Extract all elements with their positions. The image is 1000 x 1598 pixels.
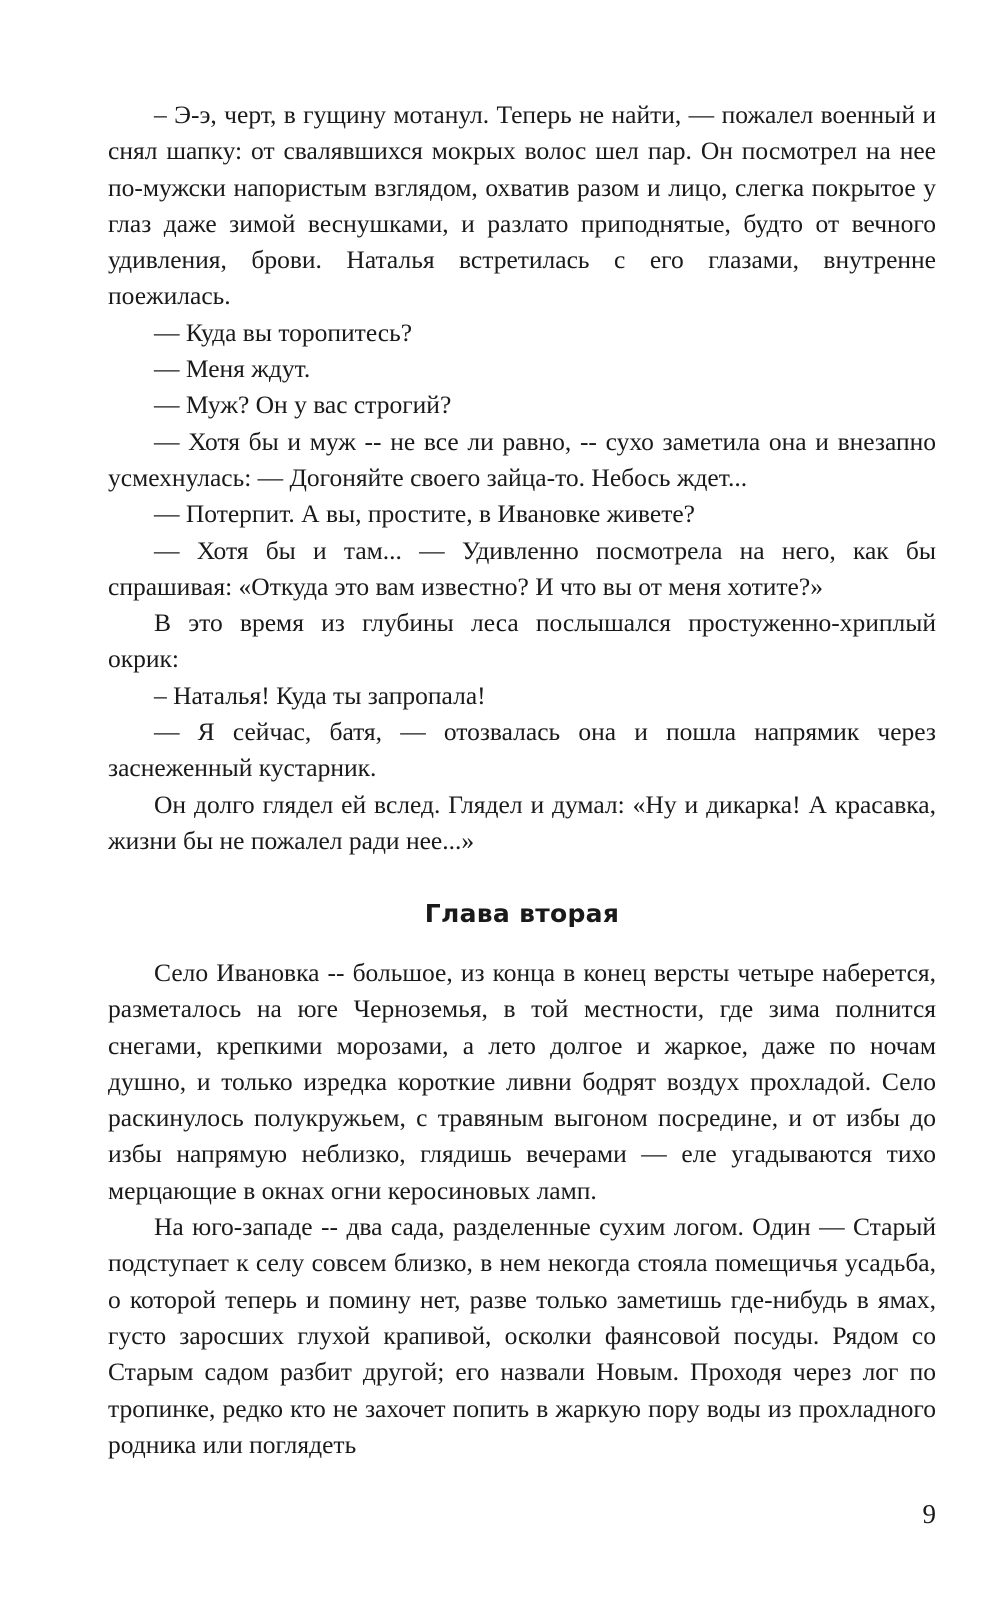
text-block-before-chapter bbox=[108, 97, 936, 859]
paragraph: — Потерпит. А вы, простите, в Ивановке живете? bbox=[154, 499, 695, 529]
paragraph: — Хотя бы и муж -- не все ли равно, -- сухо заметила она и внезапно усмехнулась: — Догоняйте своего зайца-то. Небось ждет... bbox=[108, 426, 936, 492]
paragraph: — Меня ждут. bbox=[154, 354, 311, 384]
paragraph: – Наталья! Куда ты запропала! bbox=[154, 680, 486, 710]
paragraph: На юго-западе -- два сада, разделенные сухим логом. Один — Старый подступает к селу совсем близко, в нем некогда стояла помещичья усадьба, о которой теперь и помину нет, разве только заметишь где-нибудь в ямах, густо заросших глухой крапивой, осколки фаянсовой посуды. Рядом со Старым садом разбит другой; его назвали Новым. Проходя через лог по тропинке, редко кто не захочет попить в жаркую пору воды из прохладного родника или поглядеть bbox=[108, 1212, 936, 1459]
paragraph: – Э-э, черт, в гущину мотанул. Теперь не найти, — пожалел военный и снял шапку: от свалявшихся мокрых волос шел пар. Он посмотрел на нее по-мужски напористым взглядом, охватив разом и лицо, слегка покрытое у глаз даже зимой веснушками, и разлато приподнятые, будто от вечного удивления, брови. Наталья встретилась с его глазами, внутренне поежилась. bbox=[108, 100, 936, 311]
paragraph: — Хотя бы и там... — Удивленно посмотрела на него, как бы спрашивая: «Откуда это вам известно? И что вы от меня хотите?» bbox=[108, 535, 936, 601]
paragraph: — Муж? Он у вас строгий? bbox=[154, 390, 452, 420]
paragraph: Село Ивановка -- большое, из конца в конец версты четыре наберется, разметалось на юге Черноземья, в той местности, где зима полнится снегами, крепкими морозами, а лето долгое и жаркое, даже по ночам душно, и только изредка короткие ливни бодрят воздух прохладой. Село раскинулось полукружьем, с травяным выгоном посредине, и от избы до избы напрямую неблизко, глядишь вечерами — еле угадываются тихо мерцающие в окнах огни керосиновых ламп. bbox=[108, 958, 936, 1205]
paragraph: В это время из глубины леса послышался простуженно-хриплый окрик: bbox=[108, 608, 936, 674]
text-block-after-chapter bbox=[108, 955, 936, 1463]
paragraph: Он долго глядел ей вслед. Глядел и думал: «Ну и дикарка! А красавка, жизни бы не пожалел ради нее...» bbox=[108, 789, 936, 855]
paragraph: — Я сейчас, батя, — отозвалась она и пошла напрямик через заснеженный кустарник. bbox=[108, 717, 936, 783]
paragraph: — Куда вы торопитесь? bbox=[154, 317, 413, 347]
page-number: 9 bbox=[922, 1499, 936, 1529]
chapter-title: Глава вторая bbox=[424, 899, 620, 928]
